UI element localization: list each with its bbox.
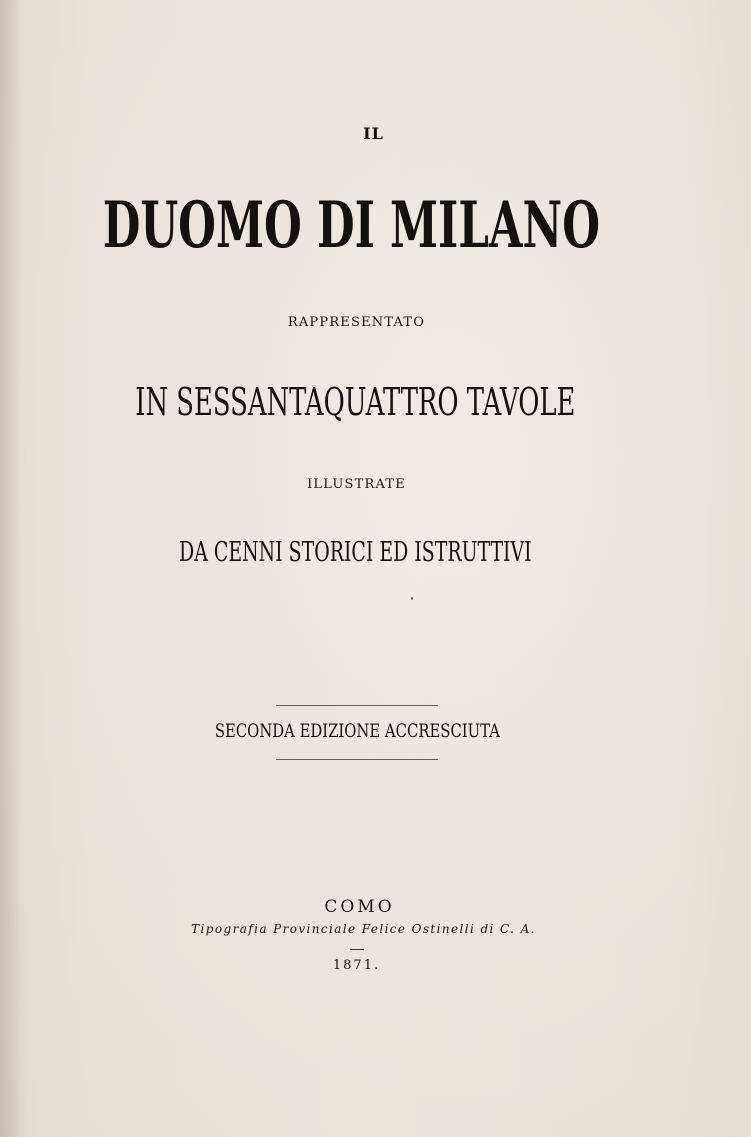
paper-speck (411, 597, 413, 600)
edition-line: SECONDA EDIZIONE ACCRESCIUTA (214, 720, 500, 742)
title-article: IL (363, 124, 384, 143)
imprint-year: 1871. (332, 958, 381, 973)
line-illustrate: ILLUSTRATE (307, 477, 406, 492)
edition-rule-bottom (276, 759, 438, 760)
main-title: DUOMO DI MILANO (102, 188, 601, 263)
description-line: DA CENNI STORICI ED ISTRUTTIVI (179, 537, 532, 568)
subtitle: IN SESSANTAQUATTRO TAVOLE (135, 380, 576, 424)
line-rappresentato: RAPPRESENTATO (287, 315, 426, 330)
imprint-dash (350, 949, 364, 950)
imprint-printer: Tipografia Provinciale Felice Ostinelli di C. A. (191, 922, 536, 936)
edition-rule-top (276, 705, 438, 706)
imprint-city: COMO (324, 897, 395, 917)
